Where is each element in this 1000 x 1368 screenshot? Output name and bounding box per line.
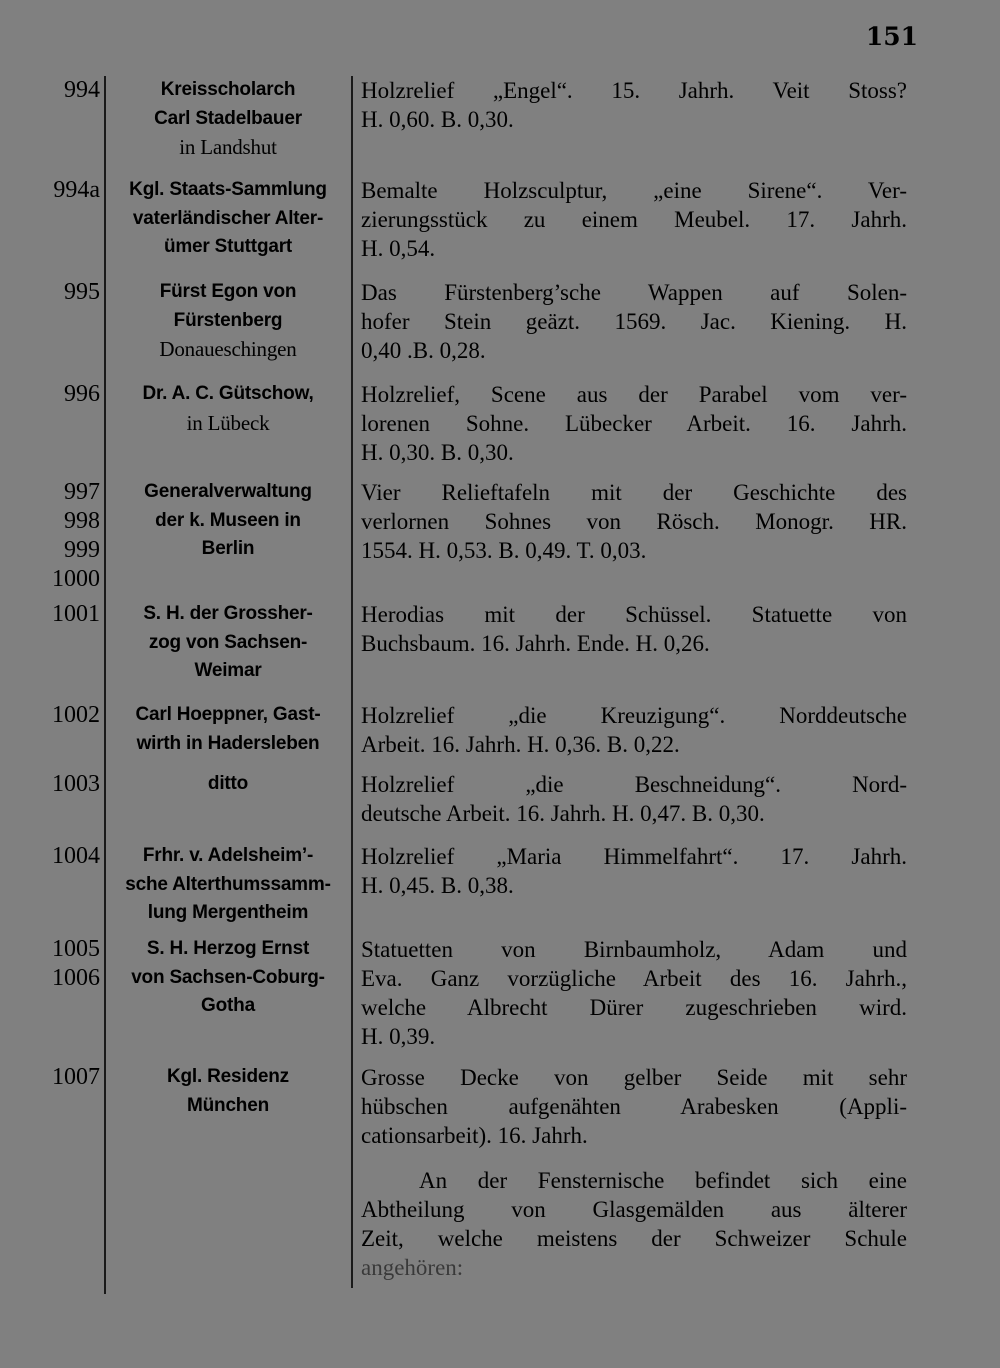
owner-line: S. H. Herzog Ernst xyxy=(146,938,310,959)
entry-description xyxy=(361,176,907,263)
description-line: Holzrelief, Scene aus der Parabel vom ver- xyxy=(361,382,907,407)
description-line: Vier Relieftafeln mit der Geschichte des xyxy=(361,480,907,505)
note-line: An der Fensternische befindet sich eine xyxy=(419,1168,907,1193)
entry-owner xyxy=(110,701,346,758)
owner-line: wirth in Hadersleben xyxy=(136,732,320,754)
description-line: Holzrelief „Maria Himmelfahrt“. 17. Jahrh. xyxy=(361,844,907,869)
entry-owner xyxy=(110,278,346,364)
description-line: H. 0,30. B. 0,30. xyxy=(361,440,514,465)
entry-owner xyxy=(110,76,346,162)
owner-line: Weimar xyxy=(194,660,262,681)
entry-owner xyxy=(110,935,346,1021)
description-line: verlornen Sohnes von Rösch. Monogr. HR. xyxy=(361,509,907,534)
entry-number xyxy=(0,935,100,993)
column-rule-right xyxy=(351,76,353,1288)
entry-number-line: 995 xyxy=(64,279,100,305)
owner-line: Kgl. Residenz xyxy=(167,1066,289,1087)
entry-number xyxy=(0,701,100,730)
entry-description xyxy=(361,1063,907,1150)
description-line: cationsarbeit). 16. Jahrh. xyxy=(361,1123,588,1148)
description-line: Buchsbaum. 16. Jahrh. Ende. H. 0,26. xyxy=(361,631,710,656)
owner-line: Generalverwaltung xyxy=(144,481,312,502)
entry-number-line: 997 xyxy=(64,479,100,505)
owner-line: S. H. der Grossher- xyxy=(143,603,313,624)
description-line: hübschen aufgenähten Arabesken (Appli- xyxy=(361,1094,907,1119)
entry-number xyxy=(0,478,100,594)
column-rule-left xyxy=(104,76,106,1294)
description-line: hofer Stein geäzt. 1569. Jac. Kiening. H. xyxy=(361,309,907,334)
entry-number xyxy=(0,1063,100,1092)
owner-line: Berlin xyxy=(201,538,255,559)
entry-description xyxy=(361,380,907,467)
entry-number xyxy=(0,380,100,409)
description-line: Holzrelief „Engel“. 15. Jahrh. Veit Stoss? xyxy=(361,78,907,103)
entry-description xyxy=(361,278,907,365)
description-line: H. 0,39. xyxy=(361,1024,436,1049)
description-line: H. 0,60. B. 0,30. xyxy=(361,107,514,132)
entry-owner xyxy=(110,380,346,437)
entry-owner xyxy=(110,176,346,262)
note-line: angehören: xyxy=(361,1255,464,1280)
entry-description xyxy=(361,478,907,565)
entry-number-line: 1007 xyxy=(52,1064,100,1090)
entry-number xyxy=(0,76,100,105)
entry-description xyxy=(361,842,907,900)
description-line: H. 0,54. xyxy=(361,236,436,261)
description-line: Arbeit. 16. Jahrh. H. 0,36. B. 0,22. xyxy=(361,732,680,757)
description-line: Das Fürstenberg’sche Wappen auf Solen- xyxy=(361,280,907,305)
entry-number-line: 1004 xyxy=(52,843,100,869)
entry-owner xyxy=(110,600,346,686)
owner-line: der k. Museen in xyxy=(155,509,301,531)
description-line: Grosse Decke von gelber Seide mit sehr xyxy=(361,1065,907,1090)
entry-number-line: 994 xyxy=(64,77,100,103)
owner-line: sche Alterthumssamm- xyxy=(125,873,331,895)
description-line: H. 0,45. B. 0,38. xyxy=(361,873,514,898)
entry-number-line: 998 xyxy=(64,508,100,534)
note-line: Zeit, welche meistens der Schweizer Schule xyxy=(361,1226,907,1251)
entry-number-line: 1001 xyxy=(52,601,100,627)
owner-line: Kreisscholarch xyxy=(160,79,296,100)
entry-description xyxy=(361,701,907,759)
owner-line: Fürstenberg xyxy=(173,309,283,331)
entry-number-line: 1005 xyxy=(52,936,100,962)
entry-owner xyxy=(110,478,346,564)
description-line: zierungsstück zu einem Meubel. 17. Jahrh. xyxy=(361,207,907,232)
owner-line: ditto xyxy=(207,773,249,794)
description-line: Statuetten von Birnbaumholz, Adam und xyxy=(361,937,907,962)
entry-number-line: 1000 xyxy=(52,566,100,592)
entry-number xyxy=(0,842,100,871)
entry-owner xyxy=(110,770,346,799)
owner-line: in Landshut xyxy=(179,135,277,159)
owner-line: von Sachsen-Coburg- xyxy=(131,966,325,988)
entry-description xyxy=(361,76,907,134)
description-line: 0,40 .B. 0,28. xyxy=(361,338,486,363)
entry-description xyxy=(361,770,907,828)
description-line: lorenen Sohne. Lübecker Arbeit. 16. Jahrh. xyxy=(361,411,907,436)
entry-number xyxy=(0,770,100,799)
entry-number xyxy=(0,600,100,629)
owner-line: in Lübeck xyxy=(186,410,270,435)
description-line: Holzrelief „die Beschneidung“. Nord- xyxy=(361,772,907,797)
owner-line: Gotha xyxy=(201,995,255,1016)
description-line: Herodias mit der Schüssel. Statuette von xyxy=(361,602,907,627)
description-line: welche Albrecht Dürer zugeschrieben wird. xyxy=(361,995,907,1020)
entry-number xyxy=(0,278,100,307)
note-line: Abtheilung von Glasgemälden aus älterer xyxy=(361,1197,907,1222)
description-line: deutsche Arbeit. 16. Jahrh. H. 0,47. B. 0,30. xyxy=(361,801,765,826)
owner-line: Frhr. v. Adelsheim’- xyxy=(142,845,314,866)
page-number: 151 xyxy=(865,22,918,51)
entry-number-line: 1006 xyxy=(52,965,100,991)
entry-number-line: 1003 xyxy=(52,771,100,797)
entry-number-line: 996 xyxy=(64,381,100,407)
entry-description xyxy=(361,600,907,658)
owner-line: lung Mergentheim xyxy=(147,902,309,923)
entry-number-line: 994a xyxy=(53,177,100,203)
entry-number-line: 1002 xyxy=(52,702,100,728)
owner-line: zog von Sachsen- xyxy=(148,631,308,653)
owner-line: München xyxy=(187,1094,269,1116)
owner-line: Donaueschingen xyxy=(159,337,297,361)
entry-number-line: 999 xyxy=(64,537,100,563)
entry-number xyxy=(0,176,100,205)
description-line: 1554. H. 0,53. B. 0,49. T. 0,03. xyxy=(361,538,647,563)
description-line: Holzrelief „die Kreuzigung“. Norddeutsche xyxy=(361,703,907,728)
description-line: Eva. Ganz vorzügliche Arbeit des 16. Jahrh., xyxy=(361,966,907,991)
owner-line: Dr. A. C. Gütschow, xyxy=(142,383,314,404)
owner-line: Carl Hoeppner, Gast- xyxy=(135,704,321,725)
entry-owner xyxy=(110,1063,346,1120)
entry-description xyxy=(361,935,907,1051)
owner-line: Carl Stadelbauer xyxy=(154,107,302,129)
owner-line: vaterländischer Alter- xyxy=(132,207,324,229)
description-line: Bemalte Holzsculptur, „eine Sirene“. Ver- xyxy=(361,178,907,203)
owner-line: Kgl. Staats-Sammlung xyxy=(129,179,327,200)
owner-line: ümer Stuttgart xyxy=(163,236,293,257)
entry-owner xyxy=(110,842,346,928)
closing-note xyxy=(361,1166,907,1282)
owner-line: Fürst Egon von xyxy=(159,281,297,302)
